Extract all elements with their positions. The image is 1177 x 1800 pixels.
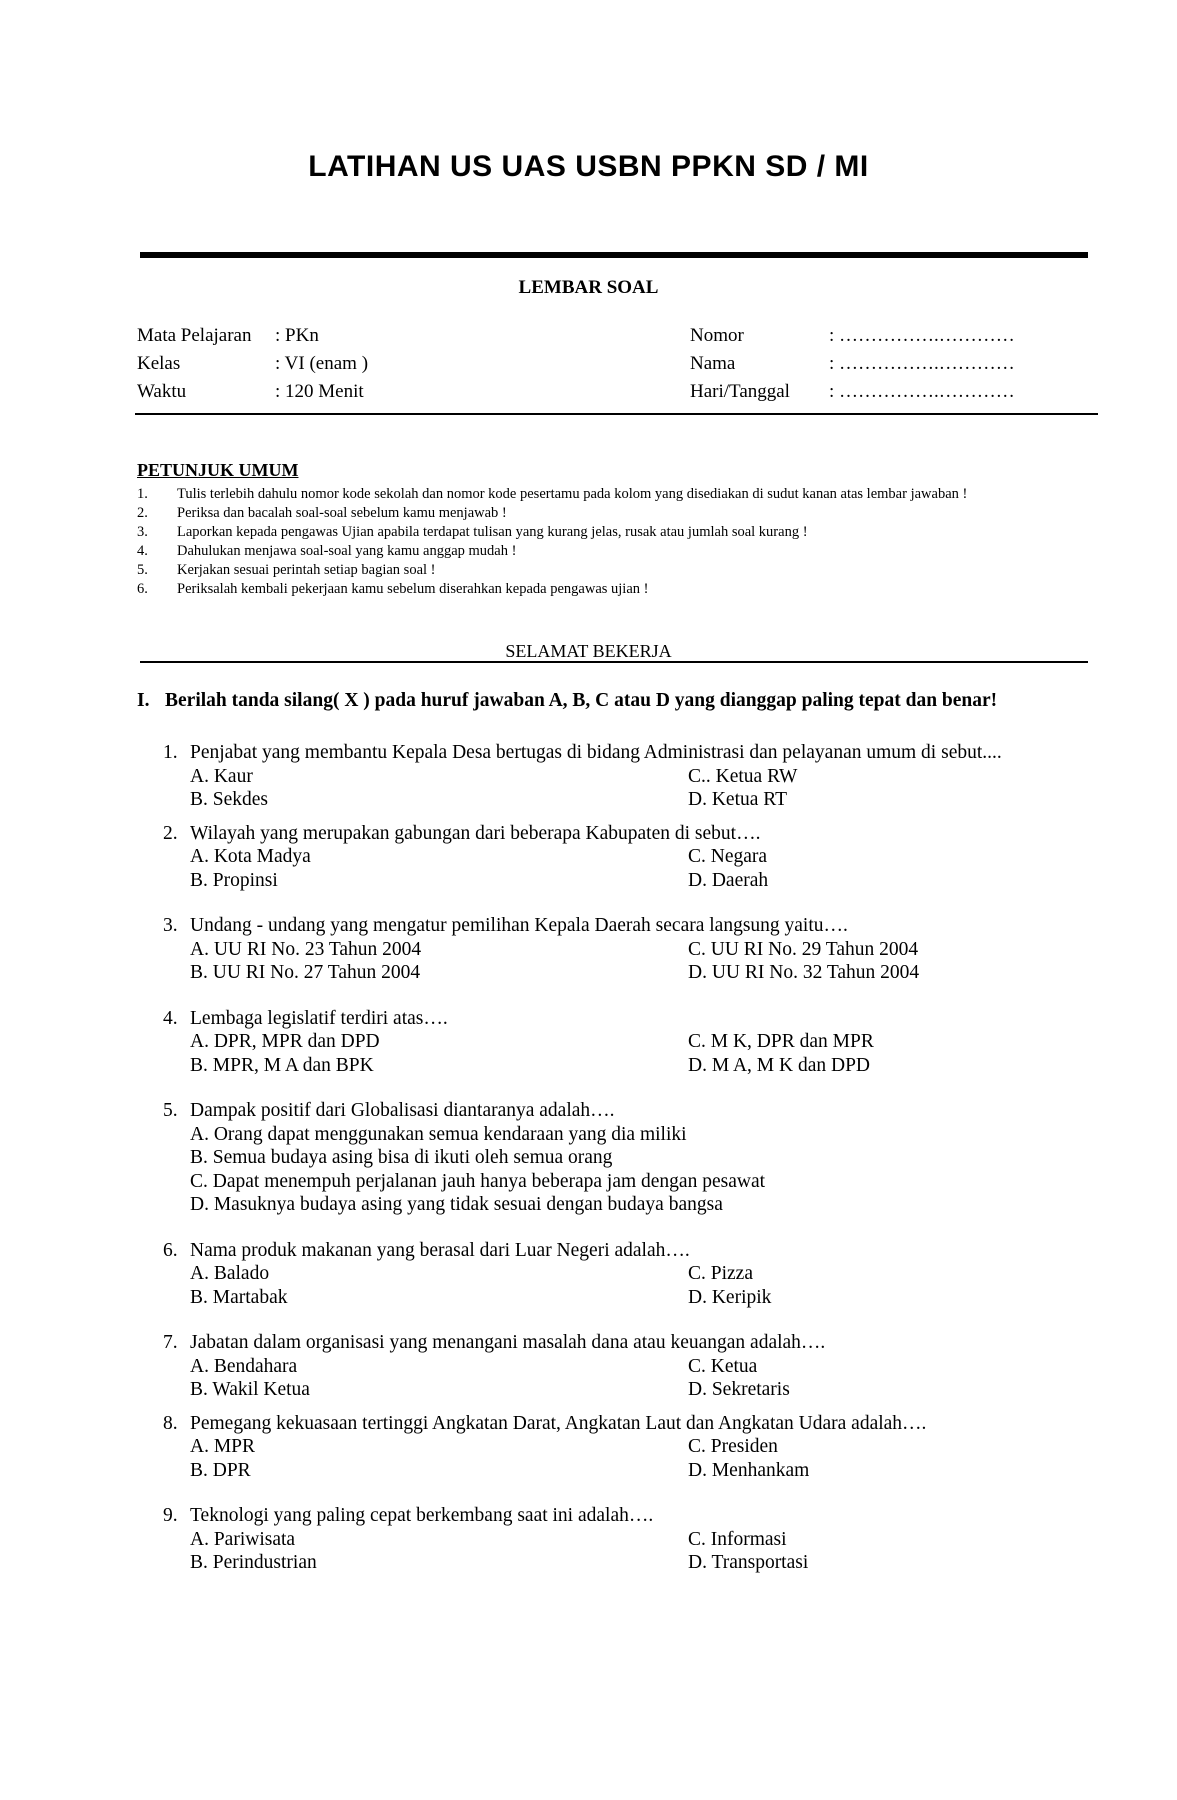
option-c: C.. Ketua RW — [688, 765, 798, 787]
question-number: 4. — [163, 1007, 178, 1029]
option-a: A. Kota Madya — [190, 846, 311, 867]
question-text: Wilayah yang merupakan gabungan dari beberapa Kabupaten di sebut…. — [190, 822, 761, 844]
option-a: A. Kaur — [190, 765, 253, 787]
time-value: : 120 Menit — [275, 381, 364, 402]
info-row-subject — [137, 325, 1077, 353]
option-d: D. Menhankam — [688, 1459, 810, 1481]
question-text: Undang - undang yang mengatur pemilihan Kepala Daerah secara langsung yaitu…. — [190, 915, 848, 936]
instruction-item: 3. Laporkan kepada pengawas Ujian apabila terdapat tulisan yang kurang jelas, rusak atau jumlah soal kurang ! — [137, 524, 808, 540]
option-c: C. Informasi — [688, 1528, 787, 1550]
question-number: 1. — [163, 742, 178, 763]
option-a: A. UU RI No. 23 Tahun 2004 — [190, 938, 422, 960]
name-value: : …………….………… — [829, 353, 1015, 374]
option-c: C. Dapat menempuh perjalanan jauh hanya beberapa jam dengan pesawat — [190, 1170, 766, 1192]
option-a: A. Bendahara — [190, 1355, 298, 1377]
instruction-item: 2. Periksa dan bacalah soal-soal sebelum kamu menjawab ! — [137, 505, 507, 521]
info-row-time — [137, 381, 1077, 409]
sheet-heading: LEMBAR SOAL — [518, 277, 659, 298]
info-row-class — [137, 353, 1077, 381]
option-b: B. UU RI No. 27 Tahun 2004 — [190, 962, 421, 983]
question-1 — [160, 741, 1080, 812]
option-d: D. Ketua RT — [688, 789, 788, 810]
option-d: D. UU RI No. 32 Tahun 2004 — [688, 962, 920, 983]
question-9 — [160, 1504, 1080, 1575]
option-b: B. Semua budaya asing bisa di ikuti oleh semua orang — [190, 1147, 613, 1168]
question-text: Nama produk makanan yang berasal dari Luar Negeri adalah…. — [190, 1239, 690, 1261]
date-label: Hari/Tanggal — [690, 381, 790, 402]
instruction-item: 5. Kerjakan sesuai perintah setiap bagian soal ! — [137, 562, 436, 578]
time-label: Waktu — [137, 381, 187, 402]
closing-text: SELAMAT BEKERJA — [505, 641, 672, 661]
question-3 — [160, 914, 1080, 985]
option-b: B. Sekdes — [190, 789, 268, 810]
question-number: 2. — [163, 822, 178, 844]
info-divider — [135, 413, 1098, 415]
option-c: C. UU RI No. 29 Tahun 2004 — [688, 938, 919, 960]
option-d: D. M A, M K dan DPD — [688, 1054, 871, 1076]
option-b: B. Propinsi — [190, 869, 278, 891]
question-8 — [160, 1412, 1080, 1483]
instruction-item: 4. Dahulukan menjawa soal-soal yang kamu anggap mudah ! — [137, 543, 517, 559]
option-c: C. M K, DPR dan MPR — [688, 1031, 874, 1052]
section-instruction — [137, 690, 1097, 712]
name-label: Nama — [690, 353, 736, 374]
instruction-item: 6. Periksalah kembali pekerjaan kamu sebelum diserahkan kepada pengawas ujian ! — [137, 581, 649, 597]
question-list — [160, 741, 1080, 1575]
number-value: : …………….………… — [829, 325, 1015, 346]
option-b: B. Wakil Ketua — [190, 1379, 310, 1400]
header-divider — [140, 252, 1088, 258]
subject-value: : PKn — [275, 325, 319, 346]
closing-divider — [140, 661, 1088, 663]
option-d: D. Sekretaris — [688, 1379, 790, 1400]
question-4 — [160, 1007, 1080, 1078]
instructions-title: PETUNJUK UMUM — [137, 460, 299, 480]
question-text: Pemegang kekuasaan tertinggi Angkatan Darat, Angkatan Laut dan Angkatan Udara adalah…. — [190, 1412, 927, 1434]
question-number: 7. — [163, 1332, 178, 1353]
section-number: I. — [137, 690, 150, 711]
option-b: B. Perindustrian — [190, 1552, 317, 1573]
instruction-item: 1. Tulis terlebih dahulu nomor kode sekolah dan nomor kode pesertamu pada kolom yang disediakan di sudut kanan atas lembar jawaban ! — [137, 486, 968, 502]
class-label: Kelas — [137, 353, 181, 374]
number-label: Nomor — [690, 325, 744, 346]
option-d: D. Keripik — [688, 1286, 772, 1308]
question-6 — [160, 1239, 1080, 1310]
option-a: A. DPR, MPR dan DPD — [190, 1031, 380, 1052]
option-a: A. Balado — [190, 1263, 270, 1284]
question-text: Penjabat yang membantu Kepala Desa bertugas di bidang Administrasi dan pelayanan umum di sebut.... — [190, 742, 1002, 763]
question-text: Dampak positif dari Globalisasi diantaranya adalah…. — [190, 1100, 615, 1121]
question-text: Teknologi yang paling cepat berkembang saat ini adalah…. — [190, 1505, 654, 1526]
question-number: 6. — [163, 1239, 178, 1261]
option-c: C. Ketua — [688, 1355, 758, 1377]
option-c: C. Presiden — [688, 1436, 778, 1457]
option-a: A. Orang dapat menggunakan semua kendaraan yang dia miliki — [190, 1123, 687, 1145]
option-a: A. MPR — [190, 1436, 256, 1457]
question-number: 5. — [163, 1100, 178, 1121]
class-value: : VI (enam ) — [275, 353, 369, 374]
question-number: 9. — [163, 1505, 178, 1526]
option-c: C. Negara — [688, 846, 768, 867]
page-title: LATIHAN US UAS USBN PPKN SD / MI — [308, 150, 869, 183]
date-value: : …………….………… — [829, 381, 1015, 402]
option-b: B. MPR, M A dan BPK — [190, 1054, 374, 1076]
question-5 — [160, 1099, 1080, 1217]
question-text: Lembaga legislatif terdiri atas…. — [190, 1007, 448, 1029]
option-b: B. DPR — [190, 1459, 251, 1481]
option-d: D. Transportasi — [688, 1552, 809, 1573]
subject-label: Mata Pelajaran — [137, 325, 252, 346]
option-b: B. Martabak — [190, 1286, 288, 1308]
instructions-list — [137, 485, 1057, 599]
question-number: 3. — [163, 915, 178, 936]
question-2 — [160, 822, 1080, 893]
question-number: 8. — [163, 1412, 178, 1434]
section-instruction-text: Berilah tanda silang( X ) pada huruf jawaban A, B, C atau D yang dianggap paling tepat dan benar! — [165, 690, 998, 711]
question-7 — [160, 1331, 1080, 1402]
option-d: D. Masuknya budaya asing yang tidak sesuai dengan budaya bangsa — [190, 1194, 723, 1215]
option-c: C. Pizza — [688, 1263, 753, 1284]
option-a: A. Pariwisata — [190, 1528, 296, 1550]
question-text: Jabatan dalam organisasi yang menangani masalah dana atau keuangan adalah…. — [190, 1332, 826, 1353]
option-d: D. Daerah — [688, 869, 769, 891]
